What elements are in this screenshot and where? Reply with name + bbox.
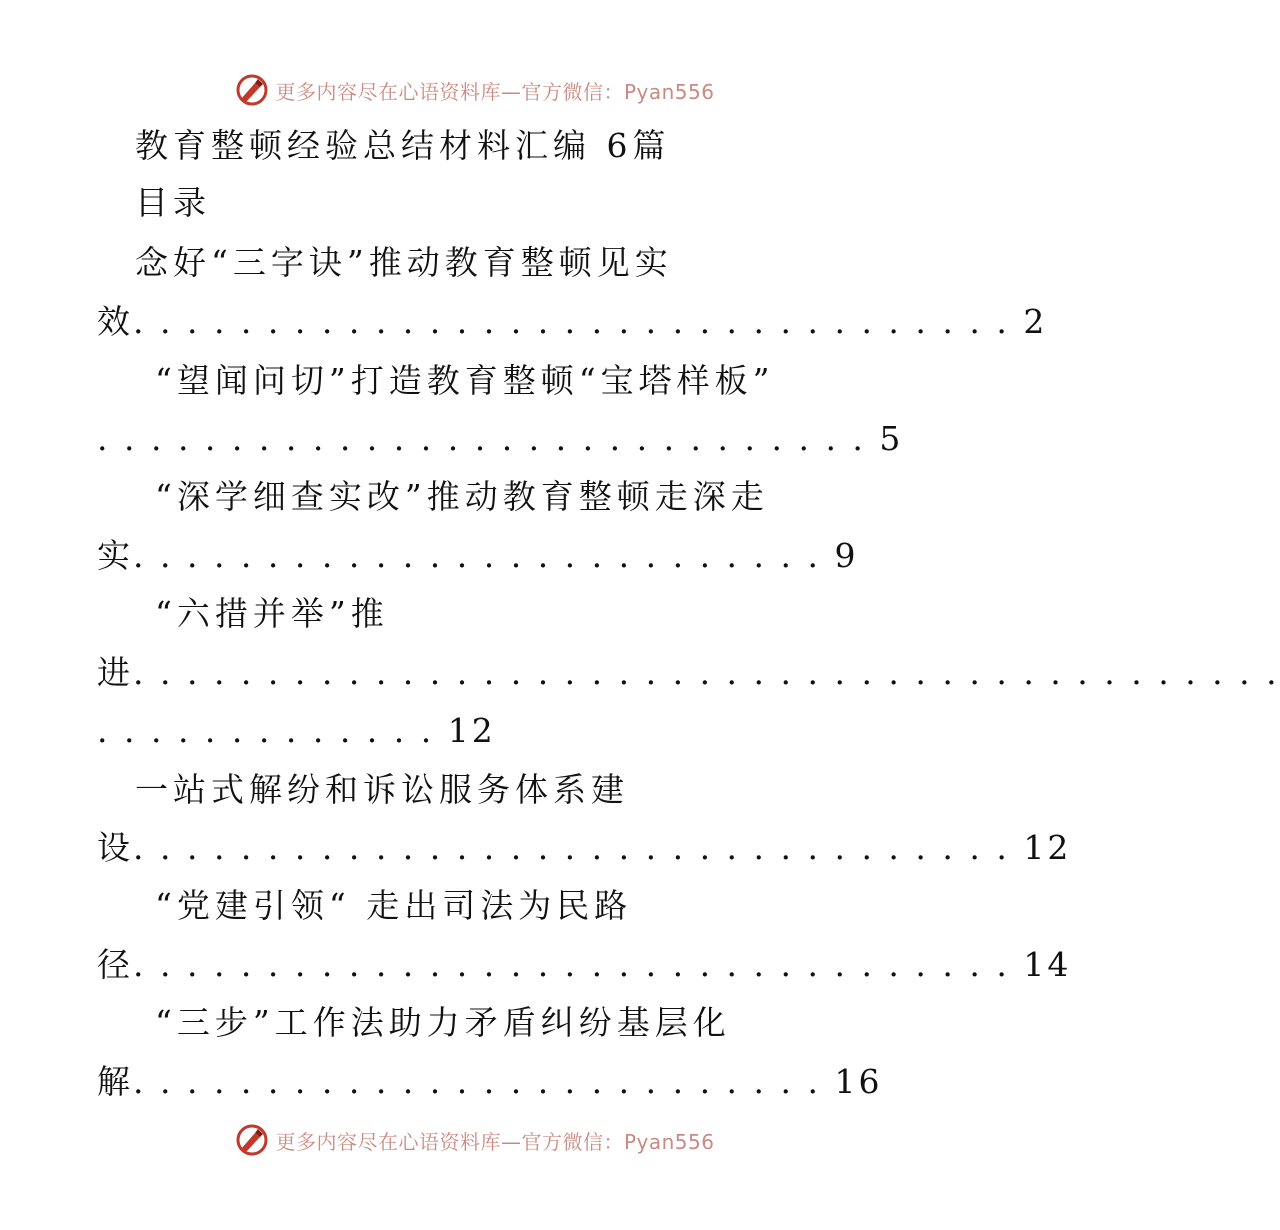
toc-heading: 目录 (135, 183, 211, 222)
toc-line: “党建引领“ 走出司法为民路 (155, 886, 633, 925)
watermark-bottom (0, 1120, 950, 1160)
toc-line: 效. . . . . . . . . . . . . . . . . . . . . . . . . . . . . . . . . 2 (97, 302, 1048, 341)
toc-line: 解. . . . . . . . . . . . . . . . . . . . . . . . . . 16 (97, 1062, 883, 1101)
watermark-top (0, 70, 950, 110)
pen-logo-icon (235, 73, 269, 107)
toc-line: 设. . . . . . . . . . . . . . . . . . . . . . . . . . . . . . . . . 12 (97, 828, 1072, 867)
toc-line: “深学细查实改”推动教育整顿走深走 (155, 477, 769, 516)
watermark-text: 更多内容尽在心语资料库—官方微信：Pyan556 (275, 79, 715, 104)
toc-line: 进. . . . . . . . . . . . . . . . . . . . . . . . . . . . . . . . . . . . . . . . . . . (97, 653, 1280, 692)
watermark-text: 更多内容尽在心语资料库—官方微信：Pyan556 (275, 1129, 715, 1154)
toc-line: 径. . . . . . . . . . . . . . . . . . . . . . . . . . . . . . . . . 14 (97, 945, 1072, 984)
toc-line: . . . . . . . . . . . . . . . . . . . . . . . . . . . . . 5 (97, 419, 904, 458)
pen-logo-icon (235, 1123, 269, 1157)
toc-line: “三步”工作法助力矛盾纠纷基层化 (155, 1003, 731, 1042)
document-title: 教育整顿经验总结材料汇编 6篇 (135, 126, 671, 165)
toc-line: . . . . . . . . . . . . . 12 (97, 711, 496, 750)
toc-line: 实. . . . . . . . . . . . . . . . . . . . . . . . . . 9 (97, 536, 859, 575)
toc-line: 念好“三字诀”推动教育整顿见实 (135, 243, 673, 282)
toc-line: 一站式解纷和诉讼服务体系建 (135, 770, 629, 809)
toc-line: “望闻问切”打造教育整顿“宝塔样板” (155, 361, 775, 400)
toc-line: “六措并举”推 (155, 594, 389, 633)
